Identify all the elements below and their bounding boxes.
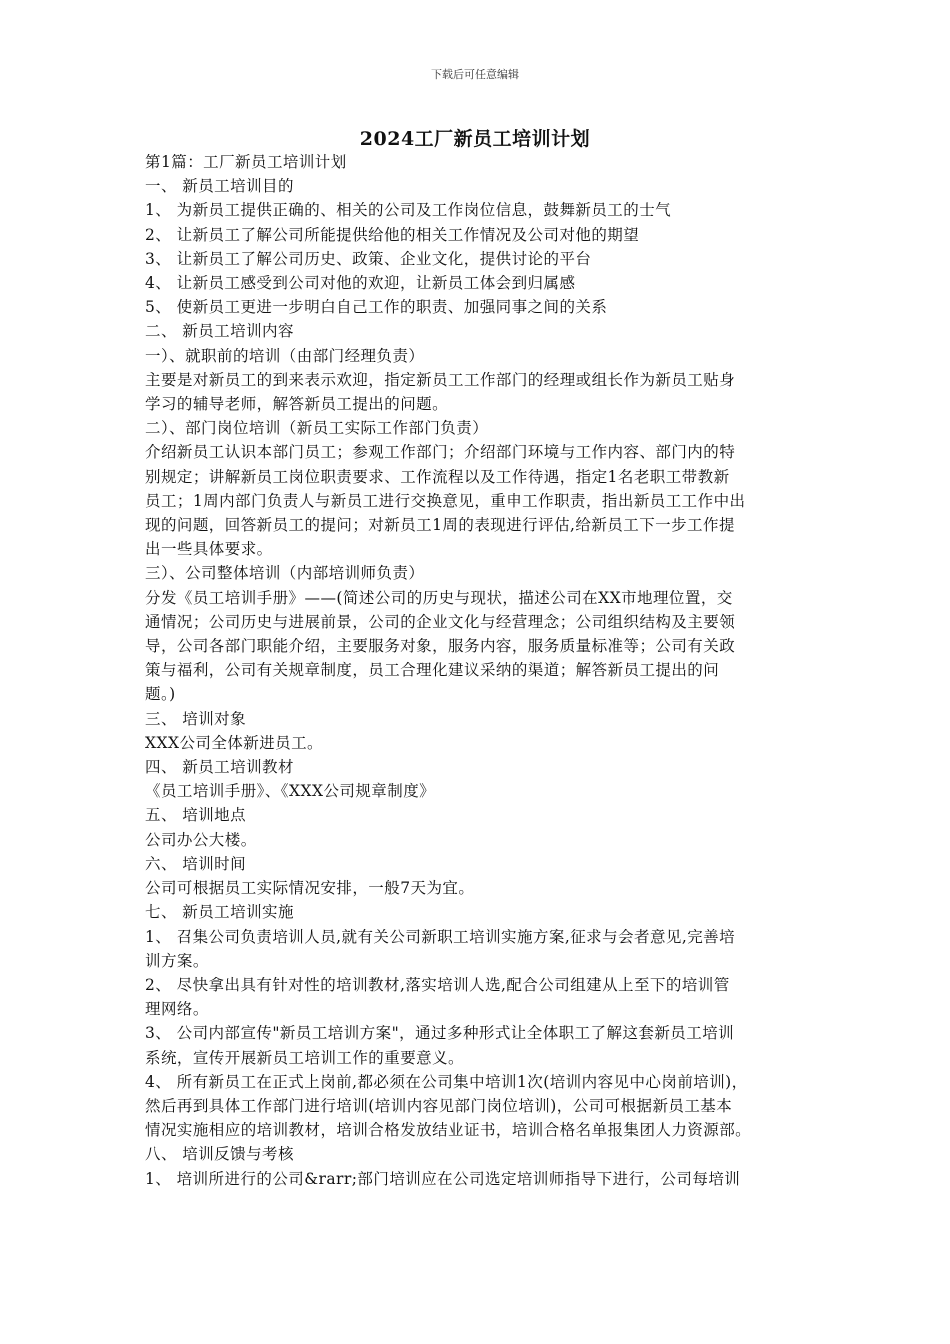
body-line: 一、 新员工培训目的 bbox=[145, 177, 294, 196]
body-line: 5、 使新员工更进一步明白自己工作的职责、加强同事之间的关系 bbox=[145, 298, 608, 317]
body-line: 通情况；公司历史与进展前景，公司的企业文化与经营理念；公司组织结构及主要领 bbox=[145, 612, 736, 631]
body-line: 三、 培训对象 bbox=[145, 709, 247, 728]
body-line: 2、 让新员工了解公司所能提供给他的相关工作情况及公司对他的期望 bbox=[145, 225, 640, 244]
body-line: 二、 新员工培训内容 bbox=[145, 322, 294, 341]
body-line: 一）、就职前的培训（由部门经理负责） bbox=[145, 346, 425, 365]
body-line: 别规定；讲解新员工岗位职责要求、工作流程以及工作待遇，指定1名老职工带教新 bbox=[145, 467, 730, 486]
body-line: 然后再到具体工作部门进行培训(培训内容见部门岗位培训)，公司可根据新员工基本 bbox=[145, 1096, 733, 1115]
body-line: 七、 新员工培训实施 bbox=[145, 903, 294, 922]
body-line: 系统，宣传开展新员工培训工作的重要意义。 bbox=[145, 1048, 465, 1067]
body-line: 现的问题，回答新员工的提问；对新员工1周的表现进行评估,给新员工下一步工作提 bbox=[145, 516, 735, 535]
body-line: 三）、公司整体培训（内部培训师负责） bbox=[145, 564, 425, 583]
body-line: 3、 让新员工了解公司历史、政策、企业文化，提供讨论的平台 bbox=[145, 249, 592, 268]
document-body bbox=[145, 150, 810, 1191]
body-line: 学习的辅导老师，解答新员工提出的问题。 bbox=[145, 395, 449, 414]
body-line: 第1篇：工厂新员工培训计划 bbox=[145, 153, 347, 171]
body-line: 策与福利，公司有关规章制度，员工合理化建议采纳的渠道；解答新员工提出的问 bbox=[145, 661, 720, 680]
body-line: 理网络。 bbox=[145, 1000, 209, 1019]
body-line: 2、 尽快拿出具有针对性的培训教材,落实培训人选,配合公司组建从上至下的培训管 bbox=[145, 975, 730, 994]
body-line: 六、 培训时间 bbox=[145, 854, 247, 873]
body-line: 4、 让新员工感受到公司对他的欢迎，让新员工体会到归属感 bbox=[145, 274, 576, 293]
body-line: 3、 公司内部宣传"新员工培训方案"，通过多种形式让全体职工了解这套新员工培训 bbox=[145, 1024, 735, 1043]
body-line: 题。) bbox=[145, 685, 176, 704]
body-line: 员工；1周内部门负责人与新员工进行交换意见，重申工作职责，指出新员工工作中出 bbox=[145, 491, 746, 510]
body-line: 四、 新员工培训教材 bbox=[145, 758, 294, 777]
body-line: 导，公司各部门职能介绍，主要服务对象，服务内容，服务质量标准等；公司有关政 bbox=[145, 637, 736, 656]
body-line: 1、 培训所进行的公司&rarr;部门培训应在公司选定培训师指导下进行，公司每培训 bbox=[145, 1169, 741, 1188]
body-line: 4、 所有新员工在正式上岗前,都必须在公司集中培训1次(培训内容见中心岗前培训)， bbox=[145, 1072, 748, 1091]
body-line: 出一些具体要求。 bbox=[145, 540, 273, 559]
body-line: 《员工培训手册》、《XXX公司规章制度》 bbox=[145, 782, 436, 801]
body-line: 公司办公大楼。 bbox=[145, 830, 257, 849]
body-line: 分发《员工培训手册》——(简述公司的历史与现状，描述公司在XX市地理位置，交 bbox=[145, 588, 733, 607]
body-line: 公司可根据员工实际情况安排，一般7天为宜。 bbox=[145, 879, 475, 898]
document-title: 2024工厂新员工培训计划 bbox=[359, 128, 591, 150]
body-line: 主要是对新员工的到来表示欢迎，指定新员工工作部门的经理或组长作为新员工贴身 bbox=[145, 370, 736, 389]
page-header-note: 下载后可任意编辑 bbox=[431, 68, 519, 81]
body-line: 训方案。 bbox=[145, 951, 209, 970]
body-line: 五、 培训地点 bbox=[145, 806, 247, 825]
body-line: 介绍新员工认识本部门员工；参观工作部门；介绍部门环境与工作内容、部门内的特 bbox=[145, 443, 736, 462]
body-line: 1、 为新员工提供正确的、相关的公司及工作岗位信息，鼓舞新员工的士气 bbox=[145, 201, 672, 220]
body-line: 1、 召集公司负责培训人员,就有关公司新职工培训实施方案,征求与会者意见,完善培 bbox=[145, 927, 736, 946]
body-line: XXX公司全体新进员工。 bbox=[145, 733, 324, 752]
body-line: 八、 培训反馈与考核 bbox=[145, 1145, 294, 1164]
body-line: 二）、部门岗位培训（新员工实际工作部门负责） bbox=[145, 419, 489, 438]
body-line: 情况实施相应的培训教材，培训合格发放结业证书，培训合格名单报集团人力资源部。 bbox=[145, 1121, 752, 1140]
